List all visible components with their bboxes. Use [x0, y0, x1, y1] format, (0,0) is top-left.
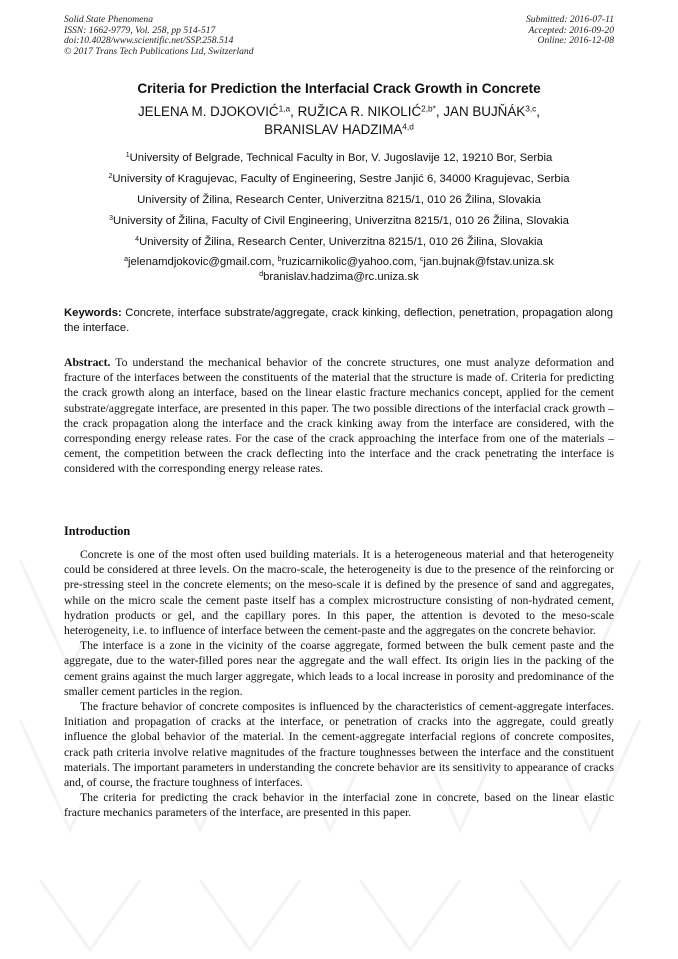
issn: ISSN: 1662-9779, Vol. 258, pp 514-517 — [64, 24, 216, 36]
author: JELENA M. DJOKOVIĆ$^{1,a}$, — [137, 103, 298, 119]
keywords — [64, 306, 613, 336]
keywords-label: Keywords: — [64, 307, 122, 319]
abstract-text: To understand the mechanical behavior of the concrete structures, one must analyze deformation and fracture of the interfaces between the constituents of the material that the structure is made of. Criteria for predicting the crack growth along an interface, based on the linear elastic fracture mechanics concept, applied for the cement substrate/aggregate interface, are presented in this paper. The two possible directions of the interfacial crack growth – the crack propagation along the interface and the crack kinking away from the interface are considered, with the corresponding energy release rates. For the case of the crack approaching the interface from one of the materials – cement, the competition between the crack deflecting into the interface and the crack penetrating the interface is considered with the corresponding energy release rates. — [64, 356, 614, 476]
journal-name: Solid State Phenomena — [64, 14, 153, 25]
affiliation: $^2$University of Kragujevac, Faculty of Engineering, Sestre Janjić 6, 34000 Kragujevac, Serbia — [108, 173, 570, 185]
copyright: © 2017 Trans Tech Publications Ltd, Switzerland — [64, 45, 254, 57]
accepted-date: Accepted: 2016-09-20 — [528, 24, 614, 36]
paragraph: Concrete is one of the most often used building materials. It is a heterogeneous material and that heterogeneity could be considered at three levels. On the macro-scale, the heterogeneity is due to the presence of the reinforcing or pre-stressing steel in the concrete elements; on the meso-scale it is defined by the presence of sand and aggregates, while on the micro scale the cement paste itself has a complex microstructure consisting of non-hydrated cement, hydration products or gel, and the capillary pores. In this paper, the attention is devoted to the meso-scale heterogeneity, i.e. to influence of interface between the cement-paste and the aggregates on the concrete behavior. — [64, 548, 614, 638]
journal-info — [64, 15, 254, 57]
introduction-body — [64, 547, 614, 821]
doi: doi:10.4028/www.scientific.net/SSP.258.514 — [64, 35, 234, 47]
email-list — [40, 255, 638, 285]
email[interactable]: $^c$jan.bujnak@fstav.uniza.sk — [419, 256, 554, 268]
author: RUŽICA R. $NIKOLIĆ^{2,b*}$, — [297, 103, 444, 119]
submitted-date: Submitted: 2016-07-11 — [525, 14, 614, 25]
paragraph: The fracture behavior of concrete composites is influenced by the characteristics of cement-aggregate interfaces. Initiation and propagation of cracks at the interface, or penetration of cracks into the aggregate, could greatly influence the global behavior of the material. In the cement-aggregate interfacial regions of concrete composites, crack path criteria involve relative magnitudes of the fracture toughnesses between the interface and the constituent materials. The important parameters in understanding the concrete behavior are its sensitivity to appearance of cracks and, of course, the fracture toughness of interfaces. — [64, 700, 614, 790]
affiliation: $^3$University of Žilina, Faculty of Civil Engineering, Univerzitna 8215/1, 010 26 Žilina, Slovakia — [109, 215, 569, 227]
paragraph: The criteria for predicting the crack behavior in the interfacial zone in concrete, based on the linear elastic fracture mechanics parameters of the interface, are presented in this paper. — [64, 791, 614, 820]
section-heading: Introduction — [64, 524, 131, 538]
email[interactable]: $^d$branislav.hadzima@rc.uniza.sk — [259, 271, 419, 283]
author-list — [70, 103, 608, 139]
keywords-text: Concrete, interface substrate/aggregate, crack kinking, deflection, penetration, propagation along the interface. — [64, 307, 614, 334]
paragraph: The interface is a zone in the vicinity of the coarse aggregate, formed between the bulk cement paste and the aggregate, due to the water-filled pores near the aggregate and the wall effect. Its origin lies in the packing of the cement grains against the much larger aggregate, which leads to a local increase in porosity and predominance of the smaller cement particles in the region. — [64, 639, 614, 698]
paper-title: Criteria for Prediction the Interfacial Crack Growth in Concrete — [137, 81, 541, 96]
affiliation: University of Žilina, Research Center, Univerzitna 8215/1, 010 26 Žilina, Slovakia — [137, 194, 541, 206]
affiliation: $^1$University of Belgrade, Technical Faculty in Bor, V. Jugoslavije 12, 19210 Bor, Serbia — [125, 152, 553, 164]
email[interactable]: $^b$ruzicarnikolic@yahoo.com, — [277, 256, 420, 268]
dates-info — [526, 15, 614, 47]
author: BRANISLAV HADZIMA$^{4,d}$ — [264, 121, 414, 137]
affiliation: $^4$University of Žilina, Research Center, Univerzitna 8215/1, 010 26 Žilina, Slovakia — [135, 236, 543, 248]
abstract — [64, 355, 614, 477]
email[interactable]: $^a$jelenamdjokovic@gmail.com, — [124, 256, 278, 268]
author: JAN BUJŇÁK$^{3,c}$, — [443, 103, 541, 119]
online-date: Online: 2016-12-08 — [537, 35, 614, 47]
abstract-label: Abstract. — [64, 356, 111, 369]
